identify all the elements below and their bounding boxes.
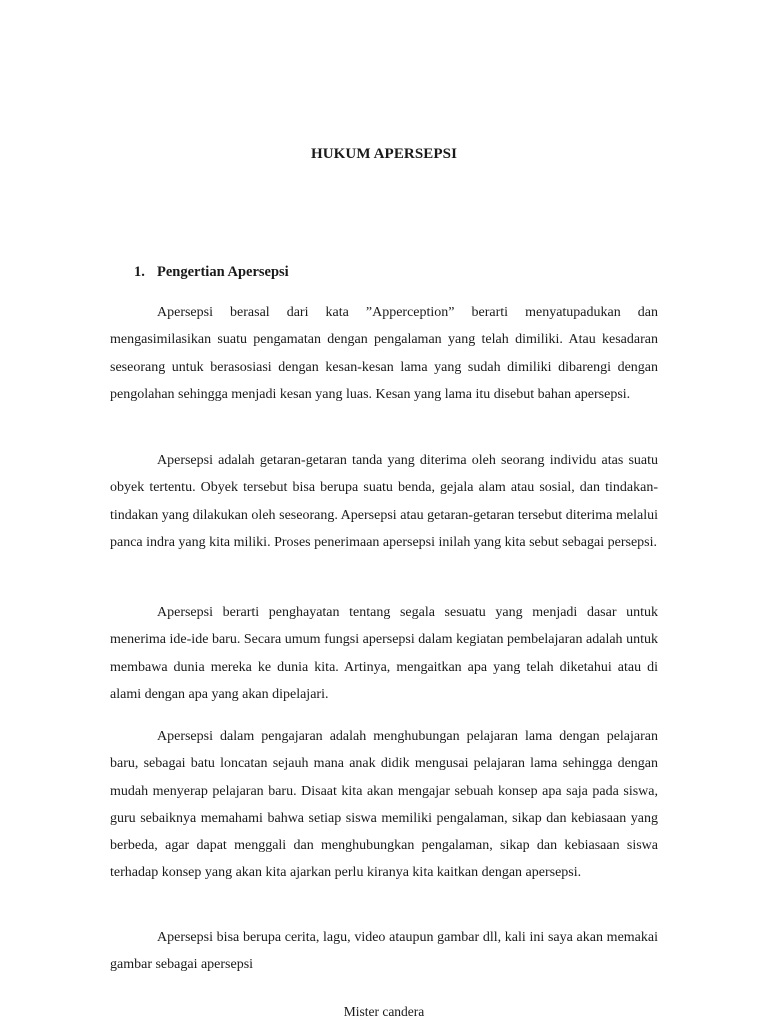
paragraph-4: Apersepsi dalam pengajaran adalah menghubungan pelajaran lama dengan pelajaran baru, sebagai batu loncatan sejauh mana anak didik mengusai pelajaran lama sehingga dengan mudah menyerap pelajaran baru. Disaat kita akan mengajar sebuah konsep apa saja pada siswa, guru sebaiknya memahami bahwa setiap siswa memiliki pengalaman, sikap dan kebiasaan yang berbeda, agar dapat menggali dan menghubungkan pengalaman, sikap dan kebiasaan siswa terhadap konsep yang akan kita ajarkan perlu kiranya kita kaitkan dengan apersepsi. xyxy=(110,729,658,881)
section-number: 1. xyxy=(134,264,145,280)
paragraph-2: Apersepsi adalah getaran-getaran tanda yang diterima oleh seorang individu atas suatu obyek tertentu. Obyek tersebut bisa berupa suatu benda, gejala alam atau sosial, dan tindakan-tindakan yang dilakukan oleh seseorang. Apersepsi atau getaran-getaran tersebut diterima melalui panca indra yang kita miliki. Proses penerimaan apersepsi inilah yang kita sebut sebagai persepsi. xyxy=(110,453,658,550)
section-heading xyxy=(134,264,289,281)
document-title: HUKUM APERSEPSI xyxy=(310,146,458,162)
footer-author: Mister candera xyxy=(343,1004,425,1019)
paragraph-1: Apersepsi berasal dari kata ”Apperception” berarti menyatupadukan dan mengasimilasikan suatu pengamatan dengan pengalaman yang telah dimiliki. Atau kesadaran seseorang untuk berasosiasi dengan kesan-kesan lama yang sudah dimiliki dibarengi dengan pengolahan sehingga menjadi kesan yang luas. Kesan yang lama itu disebut bahan apersepsi. xyxy=(110,305,658,402)
paragraph-5: Apersepsi bisa berupa cerita, lagu, video ataupun gambar dll, kali ini saya akan memakai gambar sebagai apersepsi xyxy=(110,930,658,973)
section-heading-text: Pengertian Apersepsi xyxy=(157,264,289,280)
paragraph-3: Apersepsi berarti penghayatan tentang segala sesuatu yang menjadi dasar untuk menerima ide-ide baru. Secara umum fungsi apersepsi dalam kegiatan pembelajaran adalah untuk membawa dunia mereka ke dunia kita. Artinya, mengaitkan apa yang telah diketahui atau di alami dengan apa yang akan dipelajari. xyxy=(110,605,658,702)
